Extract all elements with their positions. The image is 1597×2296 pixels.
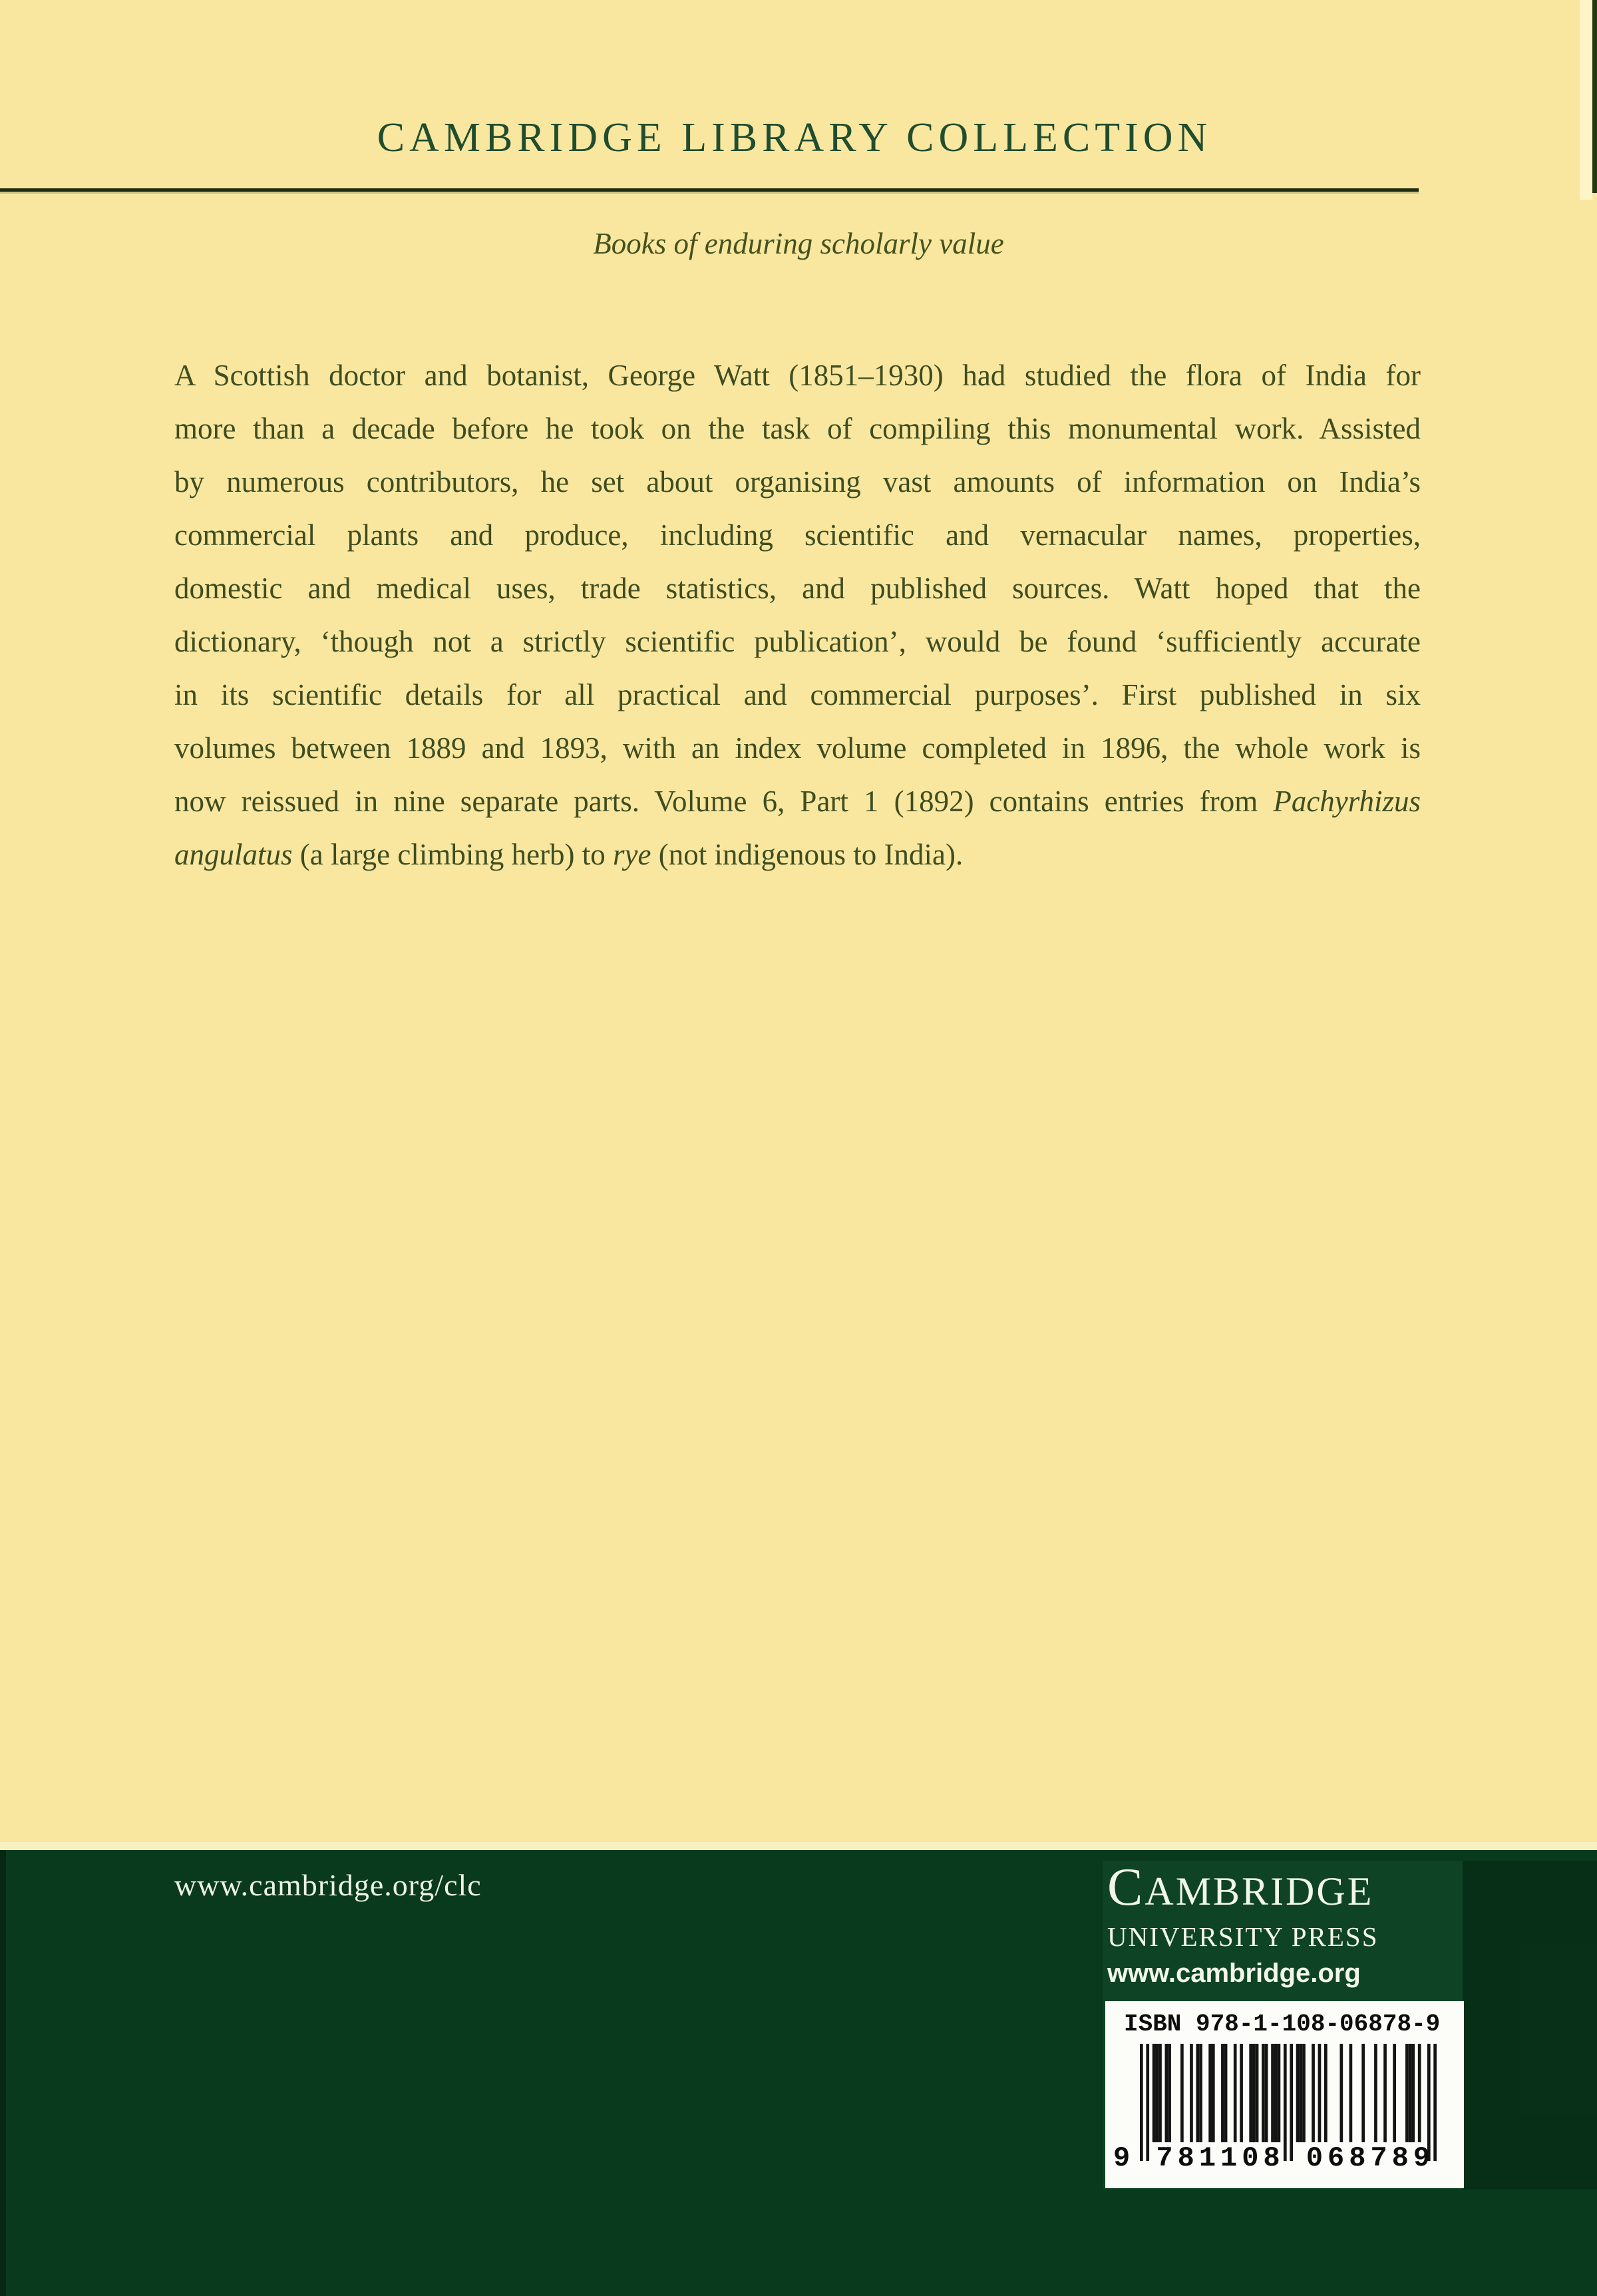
- blurb-line: [174, 402, 1421, 455]
- blurb-line: [174, 775, 1421, 828]
- press-logo-university-press: UNIVERSITY PRESS: [1107, 1921, 1379, 1952]
- collection-tagline: Books of enduring scholarly value: [593, 227, 1004, 260]
- blurb-text: more than a decade before he took on the task of compiling this monumental work. Assisted: [174, 412, 1421, 445]
- blurb-text: domestic and medical uses, trade statistics, and published sources. Watt hoped that the: [174, 572, 1421, 605]
- blurb-line: [174, 668, 1421, 721]
- blurb-text: by numerous contributors, he set about organising vast amounts of information on India’s: [174, 465, 1421, 498]
- header-divider-rule-shadow: [0, 192, 1419, 194]
- scan-edge-light-stripe: [1580, 0, 1592, 200]
- band-right-shadow: [1463, 1861, 1597, 2190]
- blurb-line: [174, 721, 1421, 775]
- press-url-text: www.cambridge.org: [1107, 1959, 1361, 1988]
- blurb-line: [174, 562, 1421, 615]
- blurb-text: commercial plants and produce, including scientific and vernacular names, properties,: [174, 518, 1421, 552]
- blurb-italic-term: rye: [613, 838, 651, 871]
- blurb-line: [174, 828, 1421, 881]
- blurb-line: [174, 508, 1421, 562]
- isbn-barcode-box: [1105, 2001, 1464, 2188]
- blurb-text: A Scottish doctor and botanist, George Watt (1851–1930) had studied the flora of India for: [174, 359, 1421, 392]
- blurb-text: volumes between 1889 and 1893, with an index volume completed in 1896, the whole work is: [174, 731, 1421, 765]
- blurb-italic-term: angulatus: [174, 838, 293, 871]
- clc-url-text: www.cambridge.org/clc: [174, 1868, 482, 1902]
- band-left-shadow: [0, 1850, 6, 2296]
- blurb-line: [174, 455, 1421, 508]
- blurb-text: dictionary, ‘though not a strictly scientific publication’, would be found ‘sufficiently accurate: [174, 625, 1421, 658]
- barcode-number: 9 781108 068789: [1113, 2142, 1435, 2174]
- blurb-line: [174, 349, 1421, 402]
- blurb-text: in its scientific details for all practical and commercial purposes’. First published in six: [174, 678, 1421, 711]
- collection-title: CAMBRIDGE LIBRARY COLLECTION: [377, 115, 1212, 160]
- blurb-italic-term: Pachyrhizus: [1273, 785, 1421, 818]
- blurb-text: now reissued in nine separate parts. Volume 6, Part 1 (1892) contains entries from: [174, 785, 1274, 818]
- scan-edge-dark-stripe: [1592, 0, 1597, 193]
- press-logo-block: [1107, 1859, 1463, 1993]
- blurb-text: (a large climbing herb) to: [292, 838, 614, 871]
- blurb-text: (not indigenous to India).: [651, 838, 964, 871]
- press-logo-cambridge: CAMBRIDGE: [1107, 1858, 1374, 1917]
- blurb-line: [174, 615, 1421, 668]
- blurb-paragraph: [174, 349, 1421, 881]
- isbn-label: ISBN 978-1-108-06878-9: [1124, 2010, 1441, 2038]
